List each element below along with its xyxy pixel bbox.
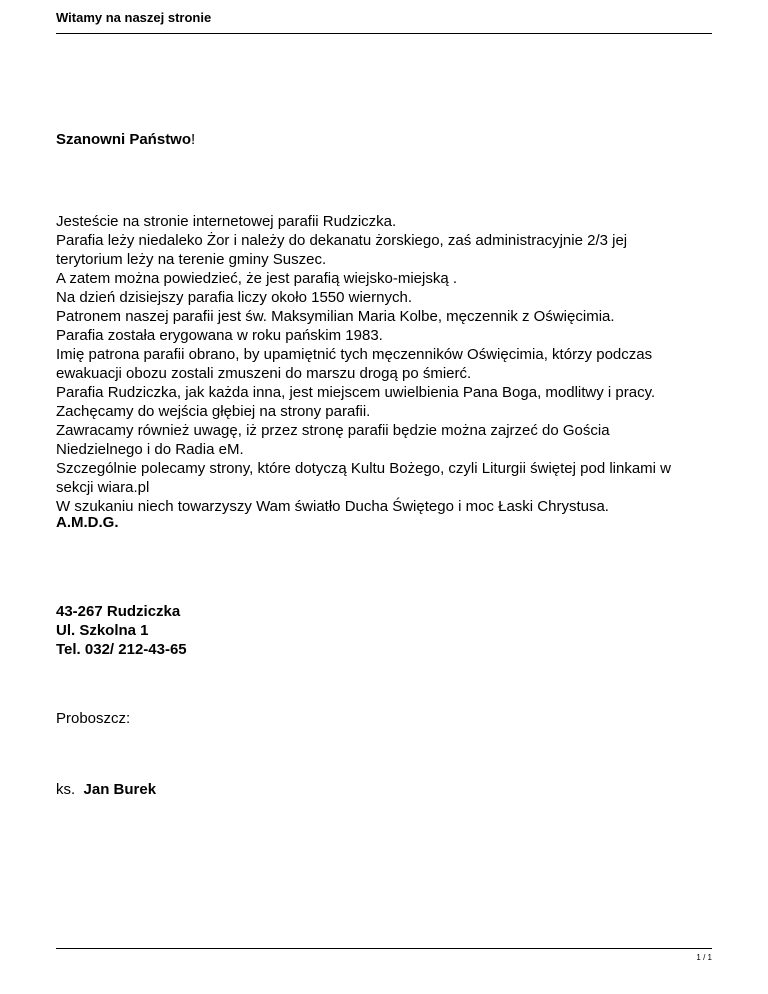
body-line: Na dzień dzisiejszy parafia liczy około 1550 wiernych. [56,289,413,306]
page-number: 1 / 1 [696,953,712,962]
footer-divider [56,948,712,949]
greeting-exclamation: ! [191,131,196,148]
page-header-title: Witamy na naszej stronie [56,10,212,25]
body-line: Szczególnie polecamy strony, które dotyczą Kultu Bożego, czyli Liturgii świętej pod linkami w [56,460,671,477]
pastor-name: Jan Burek [83,781,157,798]
body-line: Imię patrona parafii obrano, by upamiętnić tych męczenników Oświęcimia, którzy podczas [56,346,653,363]
body-line: Zachęcamy do wejścia głębiej na strony parafii. [56,403,371,420]
body-line: Zawracamy również uwagę, iż przez stronę parafii będzie można zajrzeć do Gościa [56,422,610,439]
body-line: ewakuacji obozu zostali zmuszeni do marszu drogą po śmierć. [56,365,472,382]
address-postal: 43-267 Rudziczka [56,603,181,620]
body-line: terytorium leży na terenie gminy Suszec. [56,251,327,268]
body-line: Niedzielnego i do Radia eM. [56,441,244,458]
parish-address [56,602,187,659]
address-phone: Tel. 032/ 212-43-65 [56,641,187,658]
header-divider [56,33,712,34]
body-line: A zatem można powiedzieć, że jest parafią wiejsko-miejską . [56,270,458,287]
pastor-signature [56,780,156,799]
body-line: Parafia została erygowana w roku pańskim 1983. [56,327,383,344]
body-line: Parafia Rudziczka, jak każda inna, jest miejscem uwielbienia Pana Boga, modlitwy i pracy. [56,384,656,401]
amdg-motto: A.M.D.G. [56,514,119,531]
body-line: Parafia leży niedaleko Żor i należy do dekanatu żorskiego, zaś administracyjnie 2/3 jej [56,232,628,249]
body-line: W szukaniu niech towarzyszy Wam światło Ducha Świętego i moc Łaski Chrystusa. [56,498,609,515]
document-content [56,130,716,798]
greeting-text: Szanowni Państwo [56,131,192,148]
proboszcz-label: Proboszcz: [56,710,131,727]
address-street: Ul. Szkolna 1 [56,622,149,639]
body-line: sekcji wiara.pl [56,479,150,496]
greeting [56,130,716,149]
signature-prefix: ks. [56,781,76,798]
body-line: Patronem naszej parafii jest św. Maksymilian Maria Kolbe, męczennik z Oświęcimia. [56,308,615,325]
welcome-paragraph [56,212,716,516]
body-line: Jesteście na stronie internetowej parafii Rudziczka. [56,213,397,230]
